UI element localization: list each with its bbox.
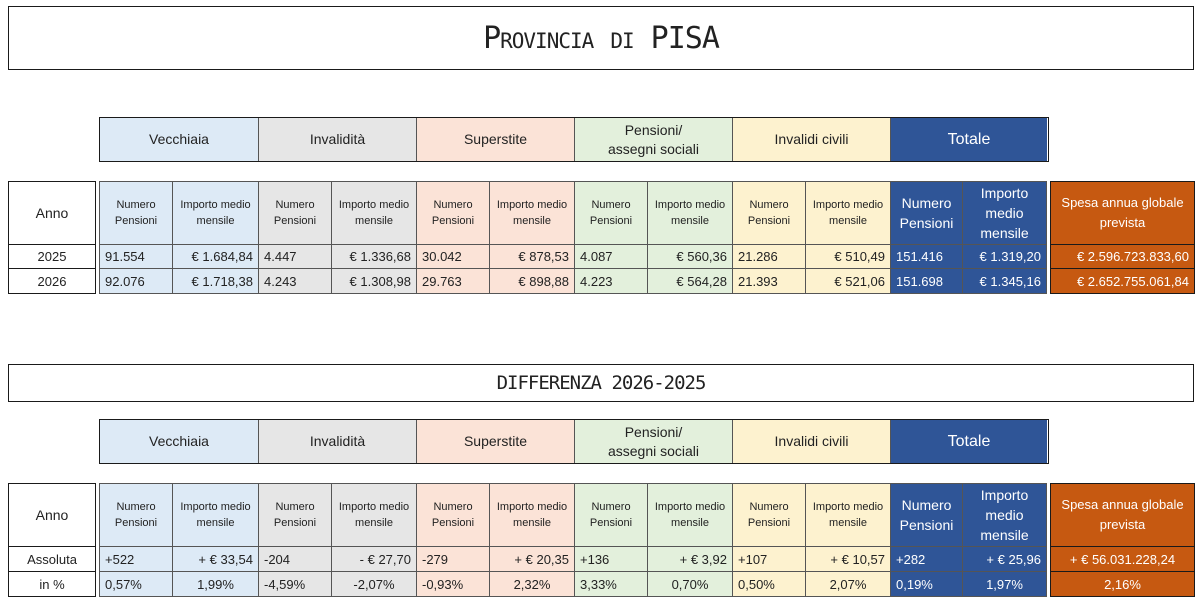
cell-value: € 1.336,68 <box>332 245 417 269</box>
cell-value: 0,57% <box>100 572 173 597</box>
cell-value: 91.554 <box>100 245 173 269</box>
cell-spesa: + € 56.031.228,24 <box>1051 547 1195 572</box>
cell-value: € 1.718,38 <box>173 269 259 294</box>
table-row <box>9 547 1195 572</box>
cell-value: € 510,49 <box>806 245 891 269</box>
data-table-differenza <box>8 483 1195 597</box>
column-importo: Importo medio mensile <box>806 182 891 245</box>
category-header <box>99 419 1049 464</box>
column-numero: Numero Pensioni <box>100 484 173 547</box>
cell-value: 151.416 <box>891 245 963 269</box>
cell-value: 92.076 <box>100 269 173 294</box>
column-importo: Importo medio mensile <box>173 484 259 547</box>
page-title: Provincia di PISA <box>8 6 1194 70</box>
column-numero: Numero Pensioni <box>100 182 173 245</box>
cell-value: € 564,28 <box>648 269 733 294</box>
cell-value: 30.042 <box>417 245 490 269</box>
category-totale: Totale <box>891 118 1047 161</box>
category-superstite: Superstite <box>417 420 575 463</box>
cell-value: 1,97% <box>963 572 1047 597</box>
category-vecchiaia: Vecchiaia <box>100 420 259 463</box>
cell-value: 0,19% <box>891 572 963 597</box>
table-row <box>9 245 1195 269</box>
category-invalidita: Invalidità <box>259 118 417 161</box>
cell-value: € 898,88 <box>490 269 575 294</box>
section-title: DIFFERENZA 2026-2025 <box>8 364 1194 402</box>
row-label: 2025 <box>9 245 96 269</box>
column-numero: Numero Pensioni <box>575 484 648 547</box>
column-numero: Numero Pensioni <box>259 182 332 245</box>
cell-value: +522 <box>100 547 173 572</box>
category-invalidita: Invalidità <box>259 420 417 463</box>
column-numero: Numero Pensioni <box>733 484 806 547</box>
cell-value: +136 <box>575 547 648 572</box>
cell-value: € 560,36 <box>648 245 733 269</box>
column-importo: Importo medio mensile <box>490 484 575 547</box>
column-numero: Numero Pensioni <box>733 182 806 245</box>
category-vecchiaia: Vecchiaia <box>100 118 259 161</box>
cell-value: € 878,53 <box>490 245 575 269</box>
column-numero-totale: Numero Pensioni <box>891 484 963 547</box>
cell-value: +282 <box>891 547 963 572</box>
cell-value: +107 <box>733 547 806 572</box>
column-importo: Importo medio mensile <box>332 182 417 245</box>
cell-value: 2,32% <box>490 572 575 597</box>
cell-value: - € 27,70 <box>332 547 417 572</box>
category-totale: Totale <box>891 420 1047 463</box>
cell-value: 21.393 <box>733 269 806 294</box>
column-importo: Importo medio mensile <box>173 182 259 245</box>
column-anno: Anno <box>9 182 96 245</box>
column-numero: Numero Pensioni <box>417 484 490 547</box>
cell-value: -0,93% <box>417 572 490 597</box>
cell-value: € 1.308,98 <box>332 269 417 294</box>
cell-value: € 1.319,20 <box>963 245 1047 269</box>
cell-value: 4.223 <box>575 269 648 294</box>
column-numero: Numero Pensioni <box>575 182 648 245</box>
cell-value: -2,07% <box>332 572 417 597</box>
cell-spesa: € 2.652.755.061,84 <box>1051 269 1195 294</box>
cell-value: -4,59% <box>259 572 332 597</box>
category-civili: Invalidi civili <box>733 420 891 463</box>
column-numero-totale: Numero Pensioni <box>891 182 963 245</box>
category-sociali: Pensioni/ assegni sociali <box>575 420 733 463</box>
cell-value: 3,33% <box>575 572 648 597</box>
cell-value: + € 3,92 <box>648 547 733 572</box>
category-superstite: Superstite <box>417 118 575 161</box>
row-label: in % <box>9 572 96 597</box>
category-civili: Invalidi civili <box>733 118 891 161</box>
cell-value: 4.243 <box>259 269 332 294</box>
cell-value: + € 10,57 <box>806 547 891 572</box>
data-table-pensioni <box>8 181 1195 294</box>
category-sociali: Pensioni/ assegni sociali <box>575 118 733 161</box>
column-importo: Importo medio mensile <box>648 182 733 245</box>
column-spesa: Spesa annua globale prevista <box>1051 484 1195 547</box>
row-label: 2026 <box>9 269 96 294</box>
column-importo: Importo medio mensile <box>332 484 417 547</box>
category-header <box>99 117 1049 162</box>
column-importo: Importo medio mensile <box>806 484 891 547</box>
cell-value: € 521,06 <box>806 269 891 294</box>
column-importo-totale: Importo medio mensile <box>963 484 1047 547</box>
column-anno: Anno <box>9 484 96 547</box>
cell-spesa: € 2.596.723.833,60 <box>1051 245 1195 269</box>
column-spesa: Spesa annua globale prevista <box>1051 182 1195 245</box>
cell-value: 21.286 <box>733 245 806 269</box>
column-importo: Importo medio mensile <box>648 484 733 547</box>
cell-value: € 1.684,84 <box>173 245 259 269</box>
cell-value: + € 25,96 <box>963 547 1047 572</box>
cell-value: 1,99% <box>173 572 259 597</box>
column-numero: Numero Pensioni <box>259 484 332 547</box>
cell-value: 29.763 <box>417 269 490 294</box>
column-numero: Numero Pensioni <box>417 182 490 245</box>
cell-value: 4.087 <box>575 245 648 269</box>
cell-value: -279 <box>417 547 490 572</box>
cell-value: € 1.345,16 <box>963 269 1047 294</box>
column-importo: Importo medio mensile <box>490 182 575 245</box>
cell-value: -204 <box>259 547 332 572</box>
column-importo-totale: Importo medio mensile <box>963 182 1047 245</box>
cell-value: 4.447 <box>259 245 332 269</box>
cell-value: 2,07% <box>806 572 891 597</box>
table-row <box>9 269 1195 294</box>
cell-value: + € 20,35 <box>490 547 575 572</box>
table-row <box>9 572 1195 597</box>
cell-value: 151.698 <box>891 269 963 294</box>
cell-spesa: 2,16% <box>1051 572 1195 597</box>
row-label: Assoluta <box>9 547 96 572</box>
cell-value: 0,50% <box>733 572 806 597</box>
cell-value: + € 33,54 <box>173 547 259 572</box>
cell-value: 0,70% <box>648 572 733 597</box>
